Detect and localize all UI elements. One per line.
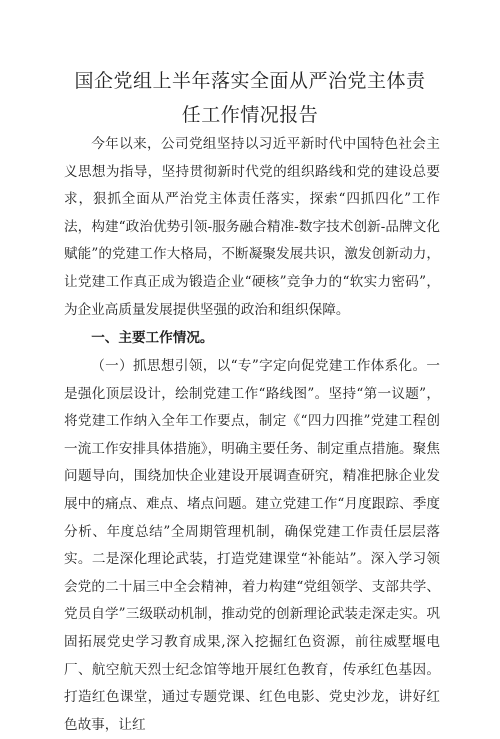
body-paragraph: （一）抓思想引领，以“专”字定向促党建工作体系化。一是强化顶层设计，绘制党建工作“路线图”。坚持“第一议题”，将党建工作纳入全年工作要点，制定《“四力四推”党建工程创一流工作安排具体措施》，明确主要任务、制定重点措施。聚焦问题导向，围绕加快企业建设开展调查研究，精准把脉企业发展中的痛点、难点、堵点问题。建立党建工作“月度跟踪、季度分析、年度总结”全周期管理机制，确保党建工作责任层层落实。二是深化理论武装，打造党建课堂“补能站”。深入学习领会党的二十届三中全会精神，着力构建“党组领学、支部共学、党员自学”三级联动机制，推动党的创新理论武装走深走实。巩固拓展党史学习教育成果,深入挖掘红色资源，前往威墅堰电厂、航空航天烈士纪念馆等地开展红色教育，传承红色基因。打造红色课堂，通过专题党课、红色电影、党史沙龙，讲好红色故事，让红 <box>64 358 440 733</box>
document-title-line-1: 国企党组上半年落实全面从严治党主体责 <box>74 70 426 92</box>
intro-paragraph: 今年以来，公司党组坚持以习近平新时代中国特色社会主义思想为指导，坚持贯彻新时代党的组织路线和党的建设总要求，狠抓全面从严治党主体责任落实，探索“四抓四化”工作法，构建“政治优势引领-服务融合精准-数字技术创新-品牌文化赋能”的党建工作大格局，不断凝聚发展共识，激发创新动力，让党建工作真正成为锻造企业“硬核”竞争力的“软实力密码”，为企业高质量发展提供坚强的政治和组织保障。 <box>64 136 440 318</box>
document-title-line-2: 任工作情况报告 <box>181 104 319 126</box>
section-heading: 一、主要工作情况。 <box>91 330 214 346</box>
